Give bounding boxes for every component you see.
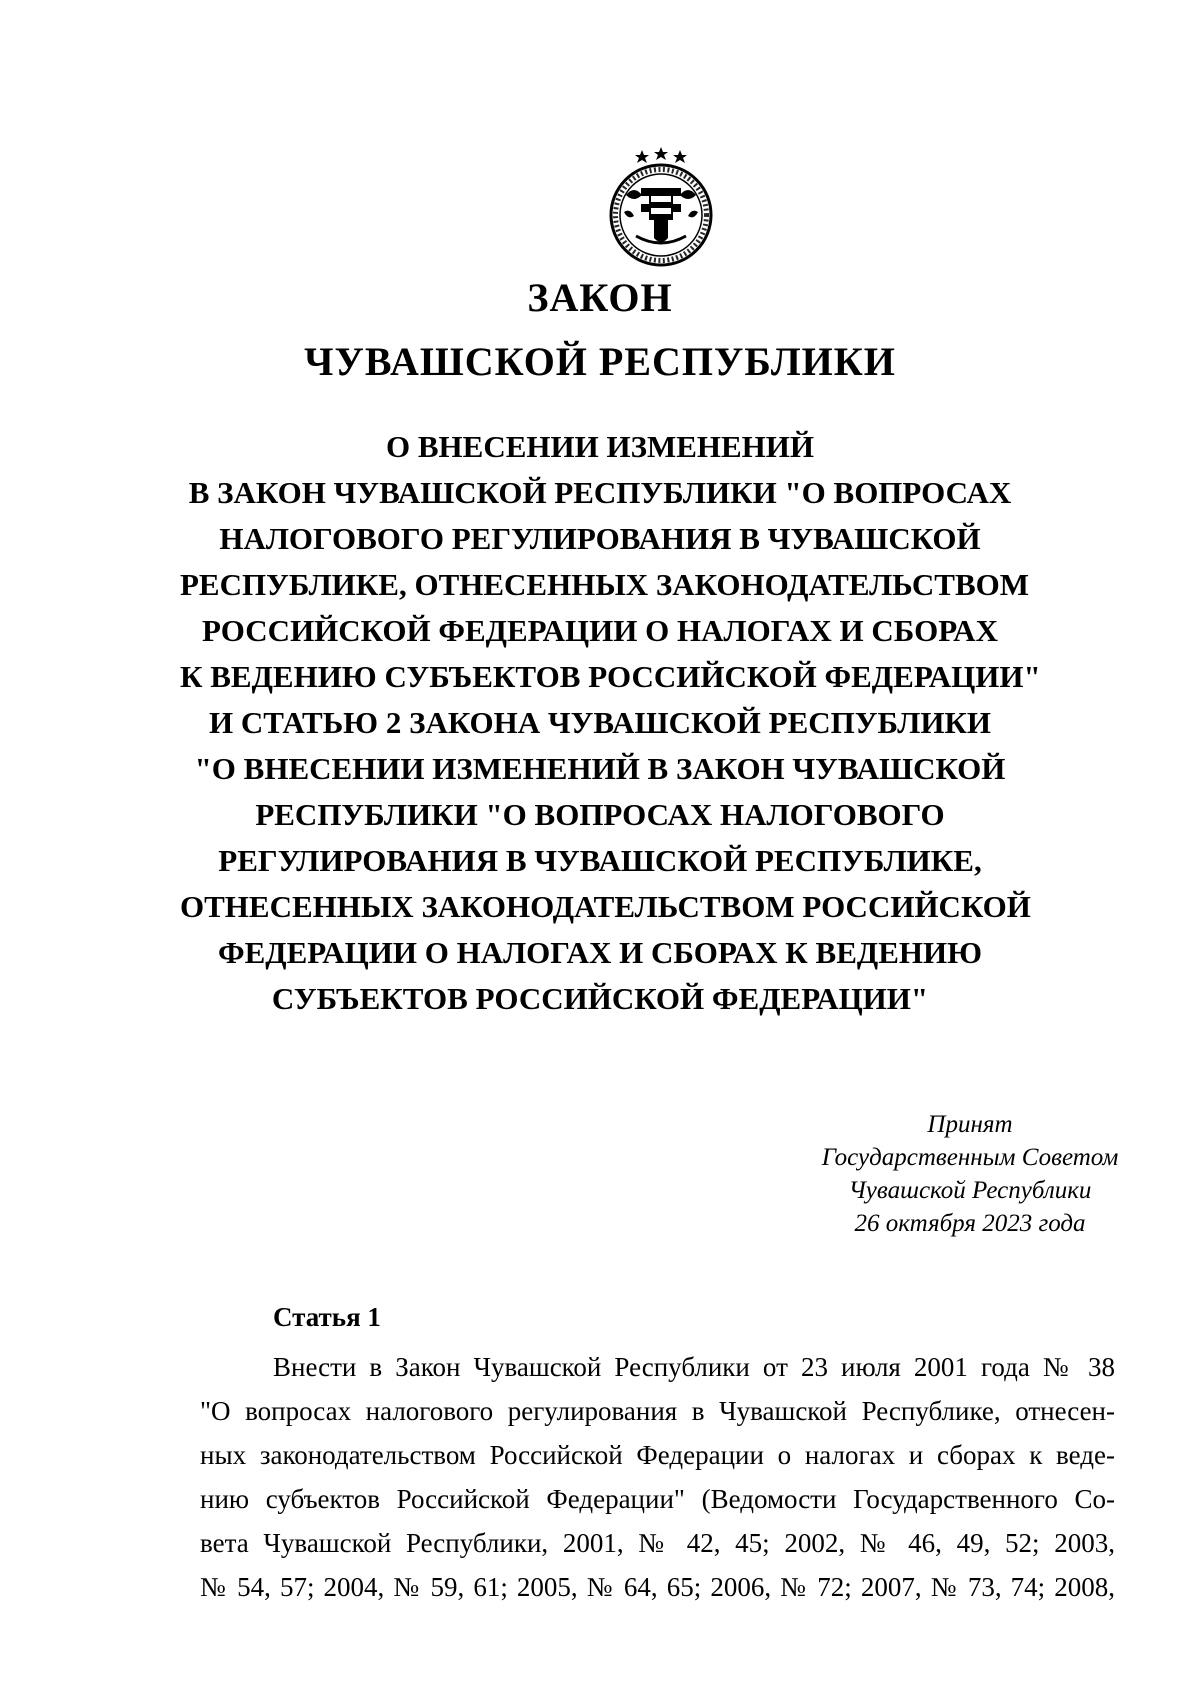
law-title-line: РЕГУЛИРОВАНИЯ В ЧУВАШСКОЙ РЕСПУБЛИКЕ, [218, 843, 982, 878]
adoption-line: Государственным Советом [821, 1144, 1119, 1171]
chuvash-coat-of-arms-icon [596, 140, 726, 270]
article-body-line: Внести в Закон Чувашской Республики от 23 июля 2001 года № 38 [273, 1352, 1115, 1382]
law-title-line: И СТАТЬЮ 2 ЗАКОНА ЧУВАШСКОЙ РЕСПУБЛИКИ [208, 705, 992, 740]
adoption-date: 26 октября 2023 года [854, 1210, 1086, 1237]
law-title-line: О ВНЕСЕНИИ ИЗМЕНЕНИЙ [385, 429, 815, 464]
law-title-line: "О ВНЕСЕНИИ ИЗМЕНЕНИЙ В ЗАКОН ЧУВАШСКОЙ [194, 751, 1006, 786]
law-title-line: РОССИЙСКОЙ ФЕДЕРАЦИИ О НАЛОГАХ И СБОРАХ [202, 613, 998, 648]
issuing-authority-heading: ЧУВАШСКОЙ РЕСПУБЛИКИ [304, 339, 896, 384]
document-type-heading: ЗАКОН [527, 275, 673, 320]
law-title-line: В ЗАКОН ЧУВАШСКОЙ РЕСПУБЛИКИ "О ВОПРОСАХ [188, 475, 1012, 510]
law-title-line: ОТНЕСЕННЫХ ЗАКОНОДАТЕЛЬСТВОМ РОССИЙСКОЙ [180, 889, 1031, 924]
adoption-line: Чувашской Республики [848, 1177, 1092, 1204]
law-title-line: РЕСПУБЛИКЕ, ОТНЕСЕННЫХ ЗАКОНОДАТЕЛЬСТВОМ [180, 567, 1030, 602]
article-body [200, 1345, 1115, 1609]
law-title-line: ФЕДЕРАЦИИ О НАЛОГАХ И СБОРАХ К ВЕДЕНИЮ [217, 935, 983, 970]
law-title-line: К ВЕДЕНИЮ СУБЪЕКТОВ РОССИЙСКОЙ ФЕДЕРАЦИИ" [180, 659, 1041, 694]
adoption-note [760, 1108, 1180, 1240]
law-title-line: СУБЪЕКТОВ РОССИЙСКОЙ ФЕДЕРАЦИИ" [271, 981, 929, 1016]
adoption-line: Принят [927, 1111, 1013, 1138]
law-title-line: НАЛОГОВОГО РЕГУЛИРОВАНИЯ В ЧУВАШСКОЙ [219, 521, 981, 556]
article-body-line: № 54, 57; 2004, № 59, 61; 2005, № 64, 65; 2006, № 72; 2007, № 73, 74; 2008, [200, 1572, 1115, 1602]
law-title-line: РЕСПУБЛИКИ "О ВОПРОСАХ НАЛОГОВОГО [255, 797, 945, 832]
article-heading: Статья 1 [273, 1302, 381, 1332]
article-body-line: вета Чувашской Республики, 2001, № 42, 45; 2002, № 46, 49, 52; 2003, [200, 1528, 1115, 1558]
article-body-line: нию субъектов Российской Федерации" (Ведомости Государственного Со- [200, 1484, 1115, 1514]
coat-of-arms-emblem [596, 140, 726, 270]
article-body-line: "О вопросах налогового регулирования в Чувашской Республике, отнесен- [200, 1396, 1115, 1426]
article-body-line: ных законодательством Российской Федерации о налогах и сборах к веде- [200, 1440, 1115, 1470]
law-title [180, 424, 1041, 1022]
